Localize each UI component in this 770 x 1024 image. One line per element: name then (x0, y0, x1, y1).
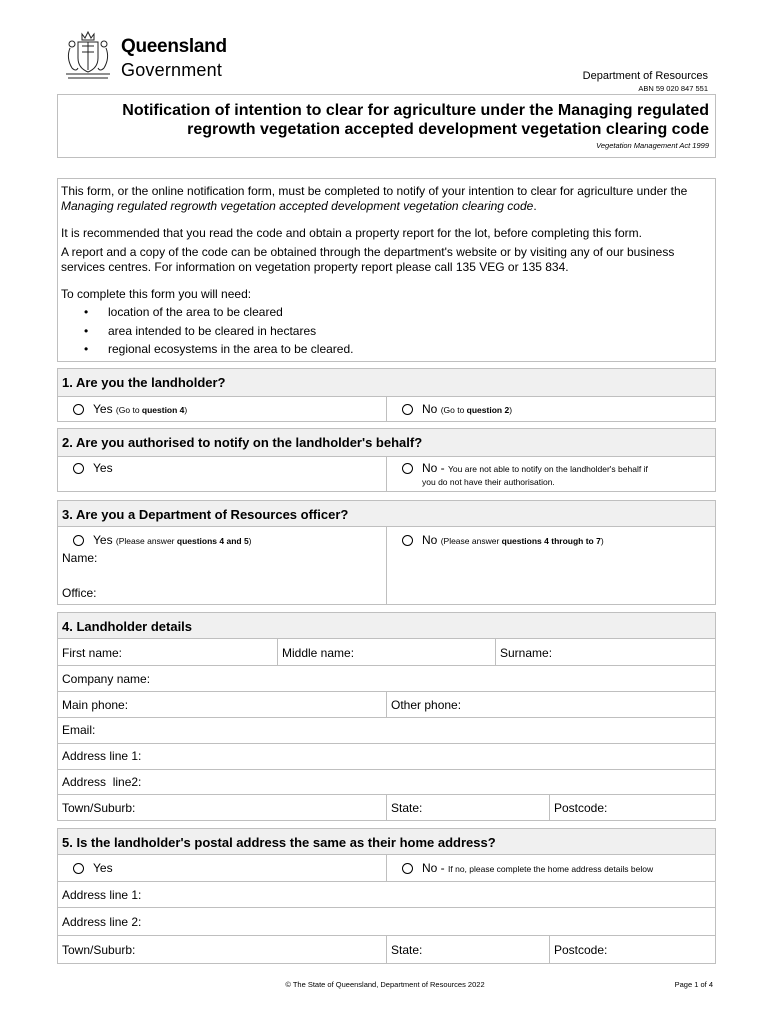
question-2-section (57, 428, 716, 492)
question-2-title: 2. Are you authorised to notify on the landholder's behalf? (62, 435, 423, 450)
intro-paragraph-2: It is recommended that you read the code and obtain a property report for the lot, before completing this form. (61, 226, 642, 240)
q5-yes-label: Yes (93, 861, 113, 875)
title-box (57, 94, 716, 158)
q1-no-radio[interactable] (402, 404, 413, 415)
q2-no-label: No - You are not able to notify on the landholder's behalf if (422, 461, 648, 475)
q3-no-label: No (Please answer questions 4 through to 7) (422, 533, 604, 547)
requirements-list (58, 305, 353, 361)
footer-copyright: © The State of Queensland, Department of Resources 2022 (285, 980, 485, 989)
queensland-government-logo (60, 28, 235, 84)
intro-paragraph-4: To complete this form you will need: (61, 287, 252, 301)
postcode-field[interactable]: Postcode: (554, 801, 608, 815)
address-line-2-field[interactable]: Address line2: (62, 775, 142, 789)
intro-paragraph-3: A report and a copy of the code can be obtained through the department's website or by visiting any of our business services centres. For information on vegetation property report please call 135 VEG or 135 834. (61, 245, 675, 274)
question-5-title: 5. Is the landholder's postal address the same as their home address? (62, 835, 496, 850)
intro-paragraph-1: This form, or the online notification form, must be completed to notify of your intention to clear for agriculture under the Managing regulated regrowth vegetation accepted development vegetation clearing code. (61, 184, 688, 213)
q1-yes-radio[interactable] (73, 404, 84, 415)
abn-number: ABN 59 020 847 551 (638, 84, 708, 93)
q5-no-radio[interactable] (402, 863, 413, 874)
question-5-header (58, 829, 715, 855)
postal-address-line-1-field[interactable]: Address line 1: (62, 888, 142, 902)
q2-no-radio[interactable] (402, 463, 413, 474)
question-4-section (57, 612, 716, 821)
question-1-title: 1. Are you the landholder? (62, 375, 226, 390)
q3-office-field[interactable]: Office: (62, 586, 97, 600)
q2-no-note: you do not have their authorisation. (422, 477, 555, 487)
postal-address-line-2-field[interactable]: Address line 2: (62, 915, 142, 929)
page-number: Page 1 of 4 (674, 980, 713, 989)
logo-text-government: Government (121, 60, 223, 80)
coat-of-arms-icon (60, 28, 116, 84)
q1-no-label: No (Go to question 2) (422, 402, 513, 416)
company-name-field[interactable]: Company name: (62, 672, 151, 686)
list-item: • regional ecosystems in the area to be cleared. (58, 342, 353, 361)
question-3-title: 3. Are you a Department of Resources officer? (62, 507, 349, 522)
act-reference: Vegetation Management Act 1999 (596, 141, 709, 150)
question-4-title: 4. Landholder details (62, 619, 193, 634)
logo-text-queensland: Queensland (121, 36, 227, 57)
main-phone-field[interactable]: Main phone: (62, 698, 129, 712)
list-item: • location of the area to be cleared (58, 305, 353, 324)
postal-town-suburb-field[interactable]: Town/Suburb: (62, 943, 136, 957)
surname-field[interactable]: Surname: (500, 646, 553, 660)
question-4-header (58, 613, 715, 639)
list-item: • area intended to be cleared in hectares (58, 324, 353, 343)
email-field[interactable]: Email: (62, 723, 96, 737)
postal-state-field[interactable]: State: (391, 943, 423, 957)
question-3-header (58, 501, 715, 527)
q2-yes-label: Yes (93, 461, 113, 475)
question-1-header (58, 369, 715, 397)
q3-no-radio[interactable] (402, 535, 413, 546)
form-title: Notification of intention to clear for agriculture under the Managing regulated regrowth vegetation accepted development vegetation clearing code (122, 102, 709, 138)
q3-yes-label: Yes (Please answer questions 4 and 5) (93, 533, 252, 547)
q3-yes-radio[interactable] (73, 535, 84, 546)
intro-box (57, 178, 716, 362)
state-field[interactable]: State: (391, 801, 423, 815)
q5-no-label: No - If no, please complete the home address details below (422, 861, 654, 875)
town-suburb-field[interactable]: Town/Suburb: (62, 801, 136, 815)
question-5-section (57, 828, 716, 964)
department-name: Department of Resources (582, 70, 708, 82)
q5-yes-radio[interactable] (73, 863, 84, 874)
address-line-1-field[interactable]: Address line 1: (62, 749, 142, 763)
question-2-header (58, 429, 715, 457)
question-1-section (57, 368, 716, 422)
first-name-field[interactable]: First name: (62, 646, 123, 660)
other-phone-field[interactable]: Other phone: (391, 698, 462, 712)
q2-yes-radio[interactable] (73, 463, 84, 474)
question-3-section (57, 500, 716, 605)
middle-name-field[interactable]: Middle name: (282, 646, 355, 660)
q3-name-field[interactable]: Name: (62, 551, 98, 565)
q1-yes-label: Yes (Go to question 4) (93, 402, 188, 416)
postal-postcode-field[interactable]: Postcode: (554, 943, 608, 957)
